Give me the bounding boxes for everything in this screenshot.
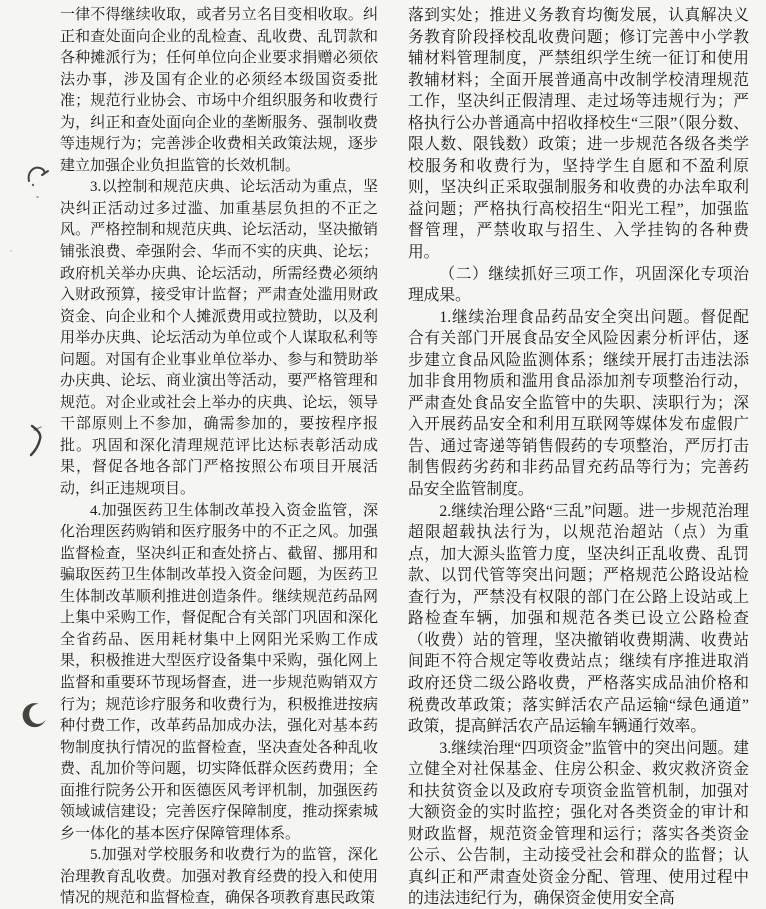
paragraph-item-3: 3.以控制和规范庆典、论坛活动为重点，坚决纠正活动过多过滥、加重基层负担的不正之风。严格控制和规范庆典、论坛活动，坚决撤销铺张浪费、牵强附会、华而不实的庆典、论坛；政府机关举办庆典、论坛活动，所需经费必须纳入财政预算，接受审计监督；严肃查处滥用财政资金、向企业和个人摊派费用或拉赞助，以及利用举办庆典、论坛活动为单位或个人谋取私利等问题。对国有企业事业单位举办、参与和赞助举办庆典、论坛、商业演出等活动，要严格管理和规范。对企业或社会上举办的庆典、论坛，领导干部原则上不参加，确需参加的，要按程序报批。巩固和深化清理规范评比达标表彰活动成果，督促各地各部门严格按照公布项目开展活动，纠正违规项目。 [60, 179, 378, 498]
paragraph-continuation: 一律不得继续收取，或者另立名目变相收取。纠正和查处面向企业的乱检查、乱收费、乱罚款和各种摊派行为；任何单位向企业要求捐赠必须依法办事，涉及国有企业的必须经本级国资委批准；规范行业协会、市场中介组织服务和收费行为，纠正和查处面向企业的垄断服务、强制收费等违规行为；完善涉企收费相关政策法规，逐步建立加强企业负担监管的长效机制。 [60, 7, 378, 174]
scan-speck [36, 196, 39, 198]
ink-crescent-mark-icon [21, 701, 51, 733]
paragraph-continuation: 落到实处；推进义务教育均衡发展，认真解决义务教育阶段择校乱收费问题；修订完善中小学教辅材料管理制度，严禁组织学生统一征订和使用教辅材料；全面开展普通高中改制学校清理规范工作，坚决纠正假清理、走过场等违规行为；严格执行公办普通高中招收择校生“三限”（限分数、限人数、限钱数）政策；进一步规范各级各类学校服务和收费行为，坚持学生自愿和不盈利原则，坚决纠正采取强制服务和收费的办法牟取利益问题；严格执行高校招生“阳光工程”，加强监督管理，严禁收取与招生、入学挂钩的各种费用。 [408, 7, 749, 262]
text-column-left [60, 5, 378, 909]
paragraph-section-2: （二）继续抓好三项工作，巩固深化专项治理成果。 [408, 265, 749, 305]
paragraph-item-1: 1.继续治理食品药品安全突出问题。督促配合有关部门开展食品安全风险因素分析评估，逐步建立食品风险监测体系；继续开展打击违法添加非食用物质和滥用食品添加剂专项整治行动，严肃查处食品安全监管中的失职、渎职行为；深入开展药品安全和利用互联网等媒体发布虚假广告、通过寄递等销售假药的专项整治，严厉打击制售假药劣药和非药品冒充药品等行为；完善药品安全监管制度。 [408, 308, 749, 499]
scan-speck [10, 250, 12, 252]
text-column-right [408, 5, 749, 909]
paragraph-item-4: 4.加强医药卫生体制改革投入资金监管，深化治理医药购销和医疗服务中的不正之风。加强监督检查，坚决纠正和查处挤占、截留、挪用和骗取医药卫生体制改革投入资金问题，为医药卫生体制改革顺利推进创造条件。继续规范药品网上集中采购工作，督促配合有关部门巩固和深化全省药品、医用耗材集中上网阳光采购工作成果，积极推进大型医疗设备集中采购，强化网上监督和重要环节现场督查，进一步规范购销双方行为；规范诊疗服务和收费行为，积极推进按病种付费工作，改革药品加成办法，强化对基本药物制度执行情况的监督检查，坚决查处各种乱收费、乱加价等问题，切实降低群众医药费用；全面推行院务公开和医德医风考评机制，加强医药领域诚信建设；完善医疗保障制度，推动探索城乡一体化的基本医疗保障管理体系。 [60, 502, 378, 842]
paragraph-item-2: 2.继续治理公路“三乱”问题。进一步规范治理超限超载执法行为，以规范治超站（点）为重点，加大源头监管力度，坚决纠正乱收费、乱罚款、以罚代管等突出问题；严格规范公路设站检查行为，严禁没有权限的部门在公路上设站或上路检查车辆，加强和规范各类已设立公路检查（收费）站的管理，坚决撤销收费期满、收费站间距不符合规定等收费站点；继续有序推进取消政府还贷二级公路收费，严格落实成品油价格和税费改革政策；落实鲜活农产品运输“绿色通道”政策，提高鲜活农产品运输车辆通行效率。 [408, 502, 749, 736]
ink-angle-mark-icon [29, 424, 47, 458]
paragraph-item-5: 5.加强对学校服务和收费行为的监管，深化治理教育乱收费。加强对教育经费的投入和使用情况的规范和监督检查，确保各项教育惠民政策 [60, 847, 378, 907]
paragraph-item-3: 3.继续治理“四项资金”监管中的突出问题。建立健全对社保基金、住房公积金、救灾救济资金和扶贫资金以及政府专项资金监管机制，加强对大额资金的实时监控；强化对各类资金的审计和财政监督，规范资金管理和运行；落实各类资金公示、公告制，主动接受社会和群众的监督；认真纠正和严肃查处资金分配、管理、使用过程中的违法违纪行为，确保资金使用安全高 [408, 739, 749, 908]
ink-squiggle-mark-icon [25, 163, 53, 193]
